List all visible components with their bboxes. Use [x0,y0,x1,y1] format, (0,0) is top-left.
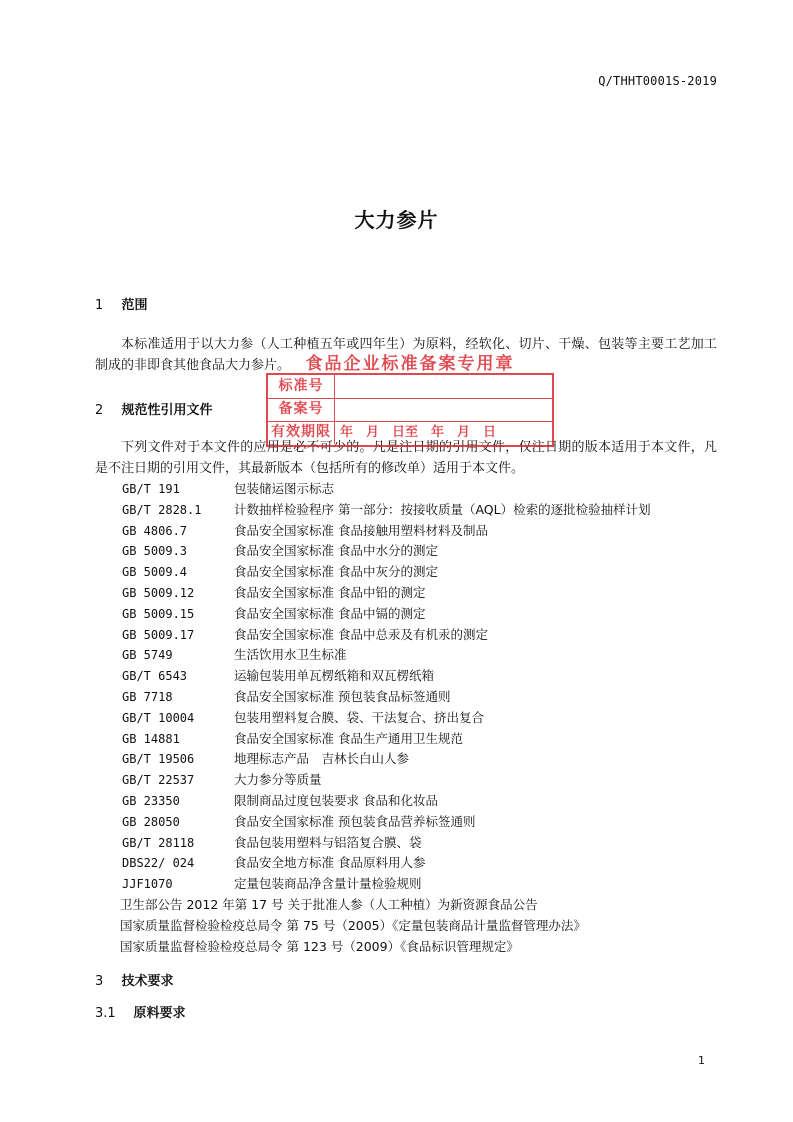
stamp-value: 年 月 日至 年 月 日 [340,425,497,440]
section-title: 技术要求 [121,974,174,989]
section-number: 3.1 [95,1006,116,1021]
reference-title: 地理标志产品 吉林长白山人参 [234,751,410,767]
section-title: 规范性引用文件 [121,403,213,418]
reference-code: GB/T 2828.1 [122,502,202,517]
notice-row: 国家质量监督检验检疫总局令 第 123 号（2009）《食品标识管理规定》 [120,938,519,954]
reference-row [122,666,651,687]
reference-row [122,521,651,542]
reference-code: GB 23350 [122,793,180,808]
reference-row [122,770,651,791]
filing-stamp [266,347,554,447]
section-title: 范围 [121,298,148,313]
reference-title: 食品安全国家标准 预包装食品营养标签通则 [234,813,476,829]
reference-title: 包装储运图示标志 [234,481,335,496]
reference-row [122,645,651,666]
reference-title: 大力参分等质量 [234,772,322,788]
stamp-row [268,421,552,444]
section-title: 原料要求 [133,1006,186,1021]
stamp-table [266,373,554,447]
reference-title: 食品包装用塑料与铝箔复合膜、袋 [234,834,422,850]
reference-code: GB 28050 [122,814,180,829]
reference-code: GB 5009.12 [122,585,195,600]
reference-code: GB/T 6543 [122,669,188,684]
notice-list [120,895,651,957]
reference-list [122,479,651,957]
reference-code: GB 5009.4 [122,565,188,580]
reference-code: GB/T 191 [122,482,180,496]
notice-row: 卫生部公告 2012 年第 17 号 关于批准人参（人工种植）为新资源食品公告 [120,896,538,912]
reference-row [122,541,651,562]
section-number: 2 [95,403,104,418]
reference-title: 食品安全国家标准 预包装食品标签通则 [234,688,451,704]
reference-row [122,604,651,625]
reference-title: 食品安全地方标准 食品原料用人参 [234,855,426,871]
reference-row [122,562,651,583]
document-title: 大力参片 [354,208,439,232]
reference-title: 生活饮用水卫生标准 [234,647,347,663]
reference-title: 包装用塑料复合膜、袋、干法复合、挤出复合 [234,709,485,725]
notice-row: 国家质量监督检验检疫总局令 第 75 号（2005）《定量包装商品计量监督管理办法》 [120,917,586,933]
reference-row [122,812,651,833]
section-3-heading [95,970,174,989]
reference-title: 食品安全国家标准 食品中总汞及有机汞的测定 [234,626,488,642]
stamp-title: 食品企业标准备案专用章 [305,354,515,374]
reference-code: GB 5009.17 [122,627,195,642]
paragraph-text: 本标准适用于以大力参（人工种植五年或四年生）为原料，经软化、切片、干燥、包装等主要工艺加工制成的非即食其他食品大力参片。 [95,337,717,373]
reference-title: 食品安全国家标准 食品接触用塑料材料及制品 [234,522,488,538]
section-1-heading [95,294,148,313]
reference-row [122,583,651,604]
reference-row [122,625,651,646]
reference-code: DBS22/ 024 [122,856,195,871]
reference-code: GB 5009.3 [122,544,188,559]
reference-code: GB/T 10004 [122,710,195,725]
reference-row [122,791,651,812]
reference-row [122,708,651,729]
reference-title: 定量包装商品净含量计量检验规则 [234,876,422,892]
reference-code: JJF1070 [122,877,173,892]
reference-title: 食品安全国家标准 食品中铅的测定 [234,584,426,600]
stamp-label: 备案号 [268,398,335,421]
reference-row [122,874,651,895]
reference-title: 食品安全国家标准 食品生产通用卫生规范 [234,730,463,746]
reference-title: 计数抽样检验程序 第一部分：按接收质量（AQL）检索的逐批检验抽样计划 [234,501,651,517]
reference-title: 食品安全国家标准 食品中水分的测定 [234,543,438,559]
stamp-label: 标准号 [268,375,335,398]
reference-title: 食品安全国家标准 食品中灰分的测定 [234,564,438,580]
reference-row [122,833,651,854]
paragraph-text: 下列文件对于本文件的应用是必不可少的。凡是注日期的引用文件，仅注日期的版本适用于本文件，凡是不注日期的引用文件，其最新版本（包括所有的修改单）适用于本文件。 [95,440,717,476]
reference-row [122,729,651,750]
reference-code: GB 7718 [122,689,173,704]
stamp-label: 有效期限 [268,421,335,444]
stamp-row [268,398,552,422]
reference-code: GB 14881 [122,731,180,746]
reference-code: GB/T 22537 [122,773,195,788]
reference-code: GB 4806.7 [122,523,188,538]
section-3-1-heading [95,1002,186,1021]
section-2-heading [95,399,213,418]
reference-code: GB 5009.15 [122,606,195,621]
reference-row [122,479,651,500]
reference-row [122,687,651,708]
section-number: 3 [95,974,104,989]
reference-code: GB 5749 [122,648,173,663]
reference-title: 限制商品过度包装要求 食品和化妆品 [234,792,438,808]
reference-code: GB/T 28118 [122,835,195,850]
reference-title: 运输包装用单瓦楞纸箱和双瓦楞纸箱 [234,668,435,684]
section-number: 1 [95,298,104,313]
reference-title: 食品安全国家标准 食品中镉的测定 [234,605,426,621]
stamp-row [268,375,552,399]
reference-row [122,500,651,521]
page-number: 1 [698,1054,705,1067]
reference-code: GB/T 19506 [122,752,195,767]
reference-row [122,749,651,770]
document-code: Q/THHT0001S-2019 [598,74,717,88]
reference-row [122,853,651,874]
